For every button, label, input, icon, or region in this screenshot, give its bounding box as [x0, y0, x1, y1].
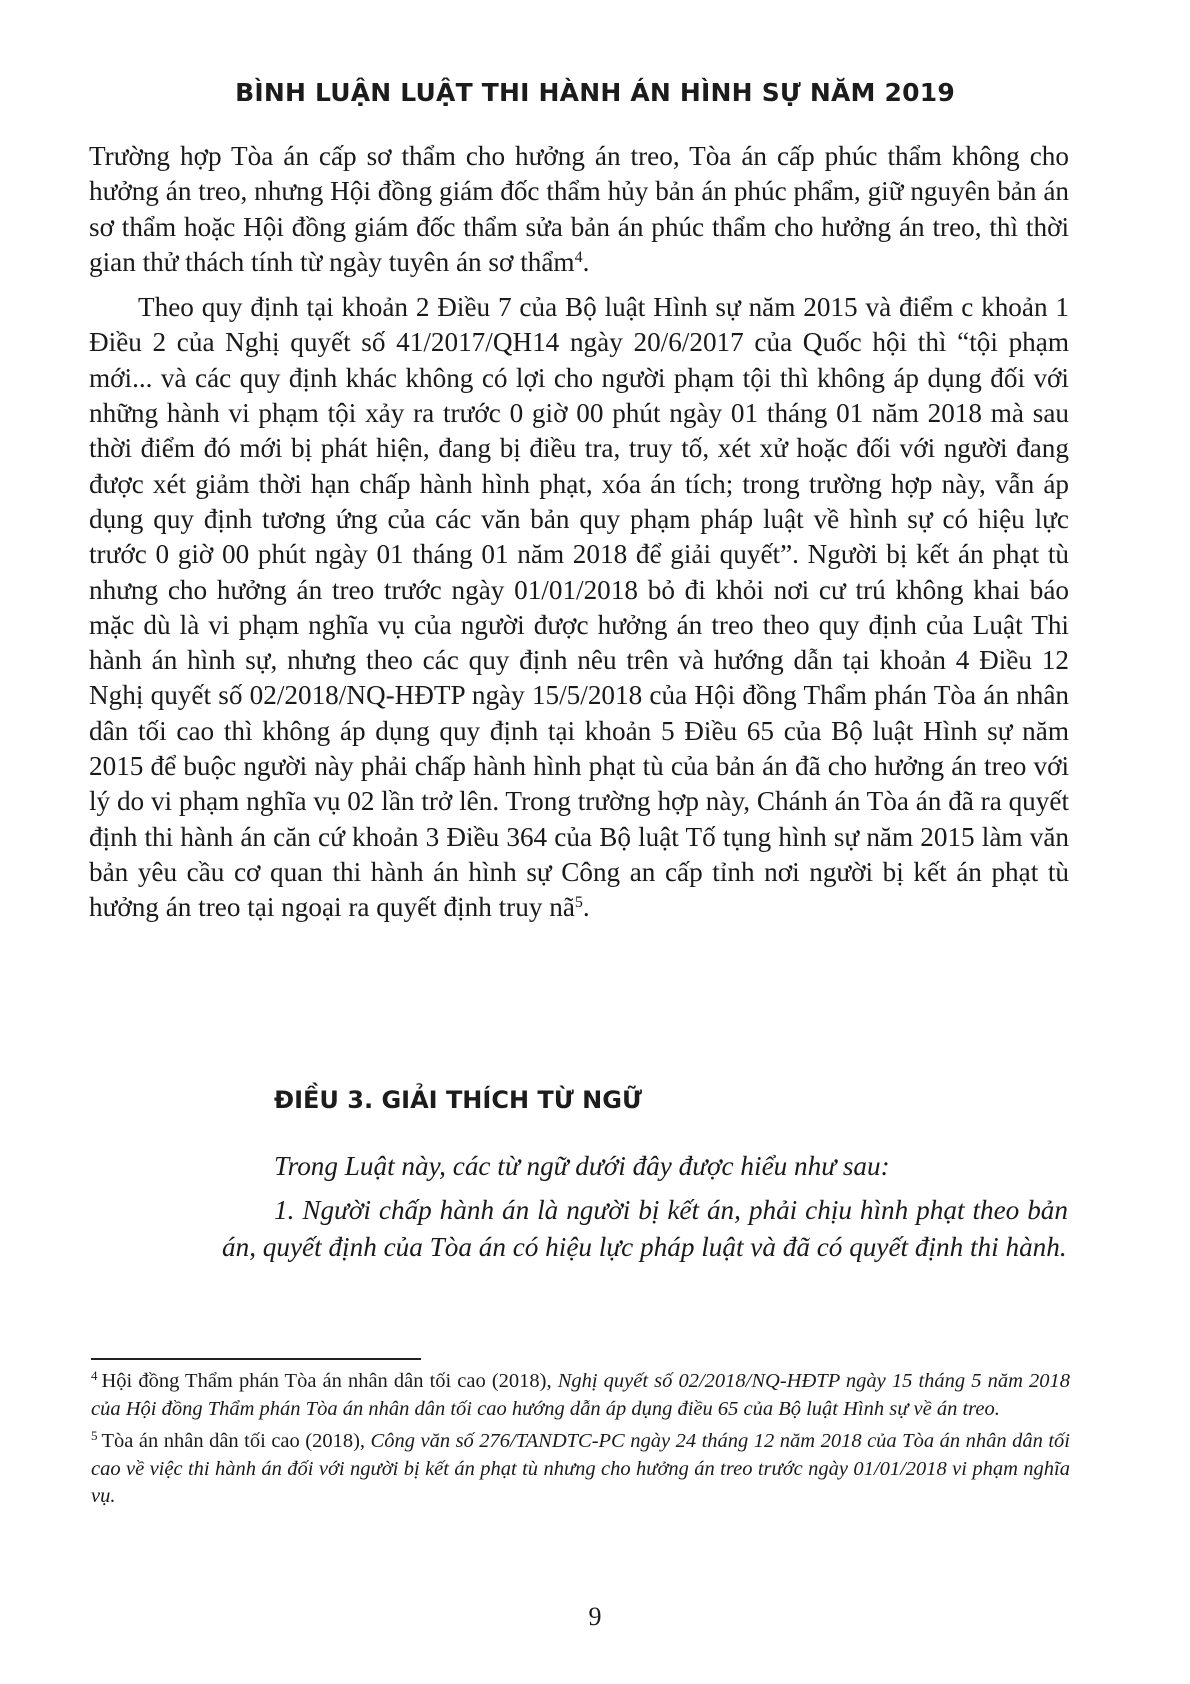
footnote-ref-5[interactable]: 5	[574, 894, 583, 912]
footnote-author: Hội đồng Thẩm phán Tòa án nhân dân tối cao (2018),	[101, 1370, 558, 1392]
footnotes	[91, 1368, 1070, 1516]
footnote-number: 4	[91, 1368, 98, 1383]
paragraph-1-text: Trường hợp Tòa án cấp sơ thẩm cho hưởng án treo, Tòa án cấp phúc thẩm không cho hưởng án treo, nhưng Hội đồng giám đốc thẩm hủy bản án phúc phẩm, giữ nguyên bản án sơ thẩm hoặc Hội đồng giám đốc thẩm sửa bản án phúc thẩm cho hưởng án treo, thì thời gian thử thách tính từ ngày tuyên án sơ thẩm	[89, 141, 1069, 277]
paragraph-2-end: .	[582, 892, 590, 923]
definition-item-1: 1. Người chấp hành án là người bị kết án, phải chịu hình phạt theo bản án, quyết định của Tòa án có hiệu lực pháp luật và đã có quyết định thi hành.	[222, 1194, 1068, 1262]
paragraph-1-end: .	[582, 246, 590, 277]
footnote-divider	[91, 1358, 421, 1360]
footnote-author: Tòa án nhân dân tối cao (2018),	[101, 1430, 371, 1452]
footnote-4	[91, 1368, 1070, 1423]
footnote-reference: Công văn số 276/TANDTC-PC ngày 24 tháng 12 năm 2018 của Tòa án nhân dân tối cao về việc thi hành án đối với người bị kết án phạt tù nhưng cho hưởng án treo trước ngày 01/01/2018 vi phạm nghĩa vụ.	[91, 1430, 1070, 1507]
section-heading: ĐIỀU 3. GIẢI THÍCH TỪ NGỮ	[274, 1086, 642, 1114]
running-header: BÌNH LUẬN LUẬT THI HÀNH ÁN HÌNH SỰ NĂM 2019	[235, 78, 955, 107]
footnote-number: 5	[91, 1428, 98, 1443]
paragraph-2-text: Theo quy định tại khoản 2 Điều 7 của Bộ luật Hình sự năm 2015 và điểm c khoản 1 Điều 2 của Nghị quyết số 41/2017/QH14 ngày 20/6/2017 của Quốc hội thì “tội phạm mới... và các quy định khác không có lợi cho người phạm tội thì không áp dụng đối với những hành vi phạm tội xảy ra trước 0 giờ 00 phút ngày 01 tháng 01 năm 2018 mà sau thời điểm đó mới bị phát hiện, đang bị điều tra, truy tố, xét xử hoặc đối với người đang được xét giảm thời hạn chấp hành hình phạt, xóa án tích; trong trường hợp này, vẫn áp dụng quy định tương ứng của các văn bản quy phạm pháp luật về hình sự có hiệu lực trước 0 giờ 00 phút ngày 01 tháng 01 năm 2018 để giải quyết”. Người bị kết án phạt tù nhưng cho hưởng án treo trước ngày 01/01/2018 bỏ đi khỏi nơi cư trú không khai báo mặc dù là vi phạm nghĩa vụ của người được hưởng án treo theo quy định của Luật Thi hành án hình sự, nhưng theo các quy định nêu trên và hướng dẫn tại khoản 4 Điều 12 Nghị quyết số 02/2018/NQ-HĐTP ngày 15/5/2018 của Hội đồng Thẩm phán Tòa án nhân dân tối cao thì không áp dụng quy định tại khoản 5 Điều 65 của Bộ luật Hình sự năm 2015 để buộc người này phải chấp hành hình phạt tù của bản án đã cho hưởng án treo với lý do vi phạm nghĩa vụ 02 lần trở lên. Trong trường hợp này, Chánh án Tòa án đã ra quyết định thi hành án căn cứ khoản 3 Điều 364 của Bộ luật Tố tụng hình sự năm 2015 làm văn bản yêu cầu cơ quan thi hành án hình sự Công an cấp tỉnh nơi người bị kết án phạt tù hưởng án treo tại ngoại ra quyết định truy nã	[89, 292, 1069, 923]
footnote-reference: Nghị quyết số 02/2018/NQ-HĐTP ngày 15 tháng 5 năm 2018 của Hội đồng Thẩm phán Tòa án nhân dân tối cao hướng dẫn áp dụng điều 65 của Bộ luật Hình sự về án treo.	[91, 1370, 1070, 1420]
definition-intro: Trong Luật này, các từ ngữ dưới đây được hiểu như sau:	[274, 1151, 890, 1181]
page-number: 9	[588, 1602, 602, 1631]
paragraph-2	[89, 290, 1069, 925]
footnote-ref-4[interactable]: 4	[574, 248, 583, 266]
definition-block	[222, 1148, 1068, 1267]
paragraph-1	[89, 139, 1069, 280]
body-text	[89, 139, 1069, 926]
footnote-5	[91, 1428, 1070, 1511]
